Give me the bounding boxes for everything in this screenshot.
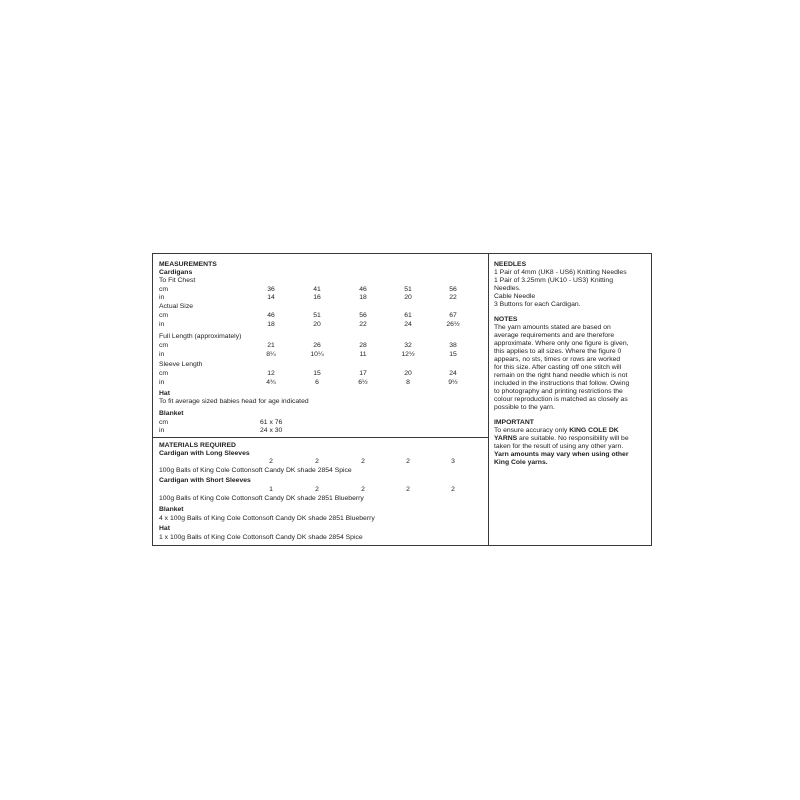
hat-materials-heading: Hat [159,525,170,532]
notes-title: NOTES [494,316,518,323]
needles-line: 3 Buttons for each Cardigan. [494,301,581,308]
measurements-title: MEASUREMENTS [159,261,217,268]
notes-line: possible to the yarn. [494,404,555,411]
needles-section [494,261,650,467]
short-sleeves-yarn: 100g Balls of King Cole Cottonsoft Candy DK shade 2851 Blueberry [159,495,364,502]
hat-yarn: 1 x 100g Balls of King Cole Cottonsoft Candy DK shade 2854 Spice [159,534,363,541]
value-cell: 6½ [358,379,368,386]
blanket-size-cm: 61 x 76 [260,419,283,426]
notes-line: remain on the right hand needle which is not [494,372,628,379]
value-cell: 56 [359,312,367,319]
value-cell: 20 [404,370,412,377]
value-cell: 38 [449,342,457,349]
value-cell: 61 [404,312,412,319]
long-sleeves-heading: Cardigan with Long Sleeves [159,450,250,457]
value-cell: 6 [315,379,319,386]
sleeve-length-label: Sleeve Length [159,361,203,368]
value-cell: 12 [267,370,275,377]
qty-cell: 2 [269,458,273,465]
qty-cell: 2 [361,458,365,465]
value-cell: 28 [359,342,367,349]
value-cell: 21 [267,342,275,349]
blanket-size-in: 24 x 30 [260,427,283,434]
notes-line: to photography and printing restrictions the [494,388,623,395]
pattern-info-table [152,253,652,546]
value-cell: 46 [267,312,275,319]
unit-cm: cm [159,286,169,293]
value-cell: 8¼ [266,351,276,358]
actual-size-label: Actual Size [159,303,194,310]
value-cell: 20 [404,294,412,301]
needles-title: NEEDLES [494,261,527,268]
important-title: IMPORTANT [494,419,534,426]
qty-cell: 2 [451,486,455,493]
notes-line: appears, no sts, times or rows are worked [494,356,621,363]
notes-line: The yarn amounts stated are based on [494,324,611,331]
value-cell: 18 [359,294,367,301]
value-cell: 15 [313,370,321,377]
blanket-yarn: 4 x 100g Balls of King Cole Cottonsoft Candy DK shade 2851 Blueberry [159,515,375,522]
value-cell: 51 [313,312,321,319]
brand-text: KING COLE DK [569,427,619,434]
hat-description: To fit average sized babies head for age indicated [159,398,309,405]
value-cell: 51 [404,286,412,293]
unit-in: in [159,427,165,434]
needles-line: 1 Pair of 3.25mm (UK10 - US3) Knitting [494,277,613,284]
important-text: To ensure accuracy only [494,427,570,434]
unit-cm: cm [159,342,169,349]
notes-line: for this size. After casting off one stitch will [494,364,622,371]
value-cell: 24 [449,370,457,377]
value-cell: 4¾ [266,379,276,386]
value-cell: 24 [404,321,412,328]
brand-text: YARNS [494,435,518,442]
unit-cm: cm [159,419,169,426]
unit-in: in [159,379,165,386]
value-cell: 22 [359,321,367,328]
value-cell: 41 [313,286,321,293]
value-cell: 32 [404,342,412,349]
notes-line: included in the instructions that follow. Owing [494,380,630,387]
unit-in: in [159,294,165,301]
important-line: taken for the result of using any other yarn. [494,443,624,450]
column-divider [488,254,489,546]
value-cell: 9½ [448,379,458,386]
value-cell: 11 [359,351,367,358]
value-cell: 17 [359,370,367,377]
notes-line: colour reproduction is matched as closely as [494,396,628,403]
important-line [494,435,650,443]
unit-in: in [159,351,165,358]
blanket-heading: Blanket [159,410,184,417]
value-cell: 36 [267,286,275,293]
value-cell: 67 [449,312,457,319]
short-sleeves-heading: Cardigan with Short Sleeves [159,477,251,484]
value-cell: 26½ [446,321,460,328]
notes-line: average requirements and are therefore [494,332,615,339]
qty-cell: 2 [406,486,410,493]
qty-cell: 2 [315,458,319,465]
unit-cm: cm [159,370,169,377]
long-sleeves-yarn: 100g Balls of King Cole Cottonsoft Candy DK shade 2854 Spice [159,467,352,474]
notes-line: approximate. Where only one figure is given, [494,340,629,347]
value-cell: 18 [267,321,275,328]
unit-cm: cm [159,312,169,319]
notes-line: this applies to all sizes. Where the figure 0 [494,348,622,355]
qty-cell: 2 [315,486,319,493]
qty-cell: 3 [451,458,455,465]
blanket-materials-heading: Blanket [159,506,184,513]
value-cell: 56 [449,286,457,293]
full-length-label: Full Length (approximately) [159,333,242,340]
value-cell: 22 [449,294,457,301]
value-cell: 46 [359,286,367,293]
needles-line: 1 Pair of 4mm (UK8 - US6) Knitting Needles [494,269,627,276]
value-cell: 10¼ [310,351,324,358]
needles-line: Cable Needle [494,293,536,300]
value-cell: 15 [449,351,457,358]
unit-in: in [159,321,165,328]
value-cell: 26 [313,342,321,349]
important-line: King Cole yarns. [494,459,548,466]
value-cell: 12½ [401,351,415,358]
value-cell: 8 [406,379,410,386]
cardigans-heading: Cardigans [159,269,193,276]
hat-heading: Hat [159,390,170,397]
value-cell: 14 [267,294,275,301]
important-text: are suitable. No responsibility will be [517,435,629,442]
important-line [494,427,650,435]
important-line: Yarn amounts may vary when using other [494,451,629,458]
materials-title: MATERIALS REQUIRED [159,442,236,449]
qty-cell: 2 [406,458,410,465]
section-divider [153,437,489,438]
qty-cell: 1 [269,486,273,493]
qty-cell: 2 [361,486,365,493]
value-cell: 16 [313,294,321,301]
value-cell: 20 [313,321,321,328]
to-fit-chest-label: To Fit Chest [159,277,196,284]
needles-line: Needles. [494,285,521,292]
